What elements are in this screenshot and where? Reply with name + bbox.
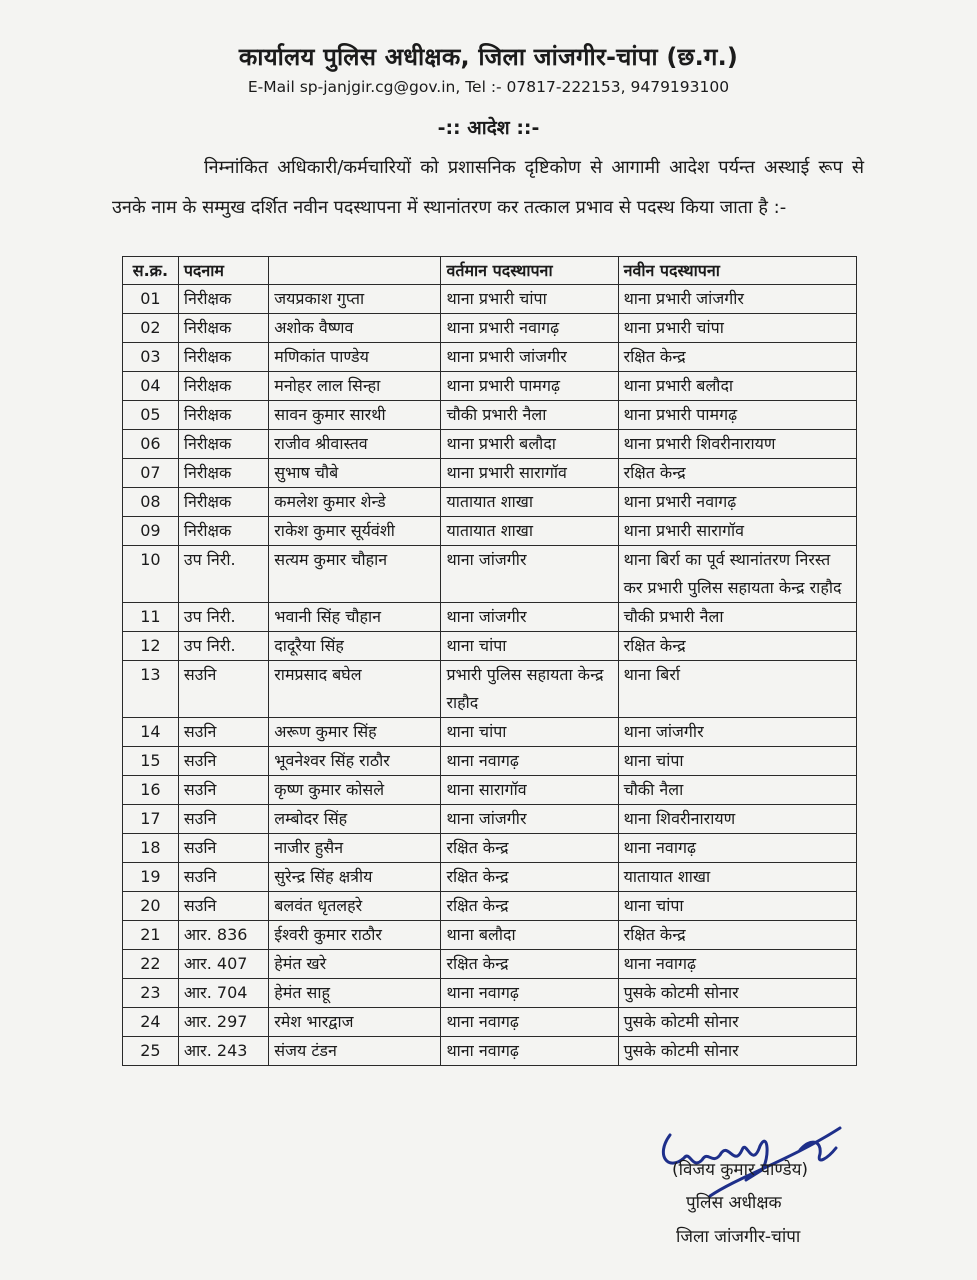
header-serial: स.क्र. — [123, 257, 179, 285]
name-cell: रामप्रसाद बघेल — [269, 661, 441, 718]
designation-cell: आर. 407 — [178, 950, 268, 979]
designation-cell: आर. 243 — [178, 1037, 268, 1066]
current-posting-cell: थाना प्रभारी बलौदा — [441, 430, 618, 459]
designation-cell: निरीक्षक — [178, 343, 268, 372]
serial-cell: 05 — [123, 401, 179, 430]
table-row — [123, 661, 857, 718]
header-current-posting: वर्तमान पदस्थापना — [441, 257, 618, 285]
current-posting-cell: रक्षित केन्द्र — [441, 950, 618, 979]
name-cell: दादूरैया सिंह — [269, 632, 441, 661]
current-posting-cell: थाना प्रभारी पामगढ़ — [441, 372, 618, 401]
designation-cell: निरीक्षक — [178, 430, 268, 459]
current-posting-cell: रक्षित केन्द्र — [441, 863, 618, 892]
serial-cell: 03 — [123, 343, 179, 372]
name-cell: रमेश भारद्वाज — [269, 1008, 441, 1037]
serial-cell: 25 — [123, 1037, 179, 1066]
current-posting-cell: थाना प्रभारी चांपा — [441, 285, 618, 314]
table-row — [123, 1037, 857, 1066]
serial-cell: 20 — [123, 892, 179, 921]
serial-cell: 24 — [123, 1008, 179, 1037]
new-posting-cell: थाना बिर्रा — [618, 661, 856, 718]
designation-cell: निरीक्षक — [178, 517, 268, 546]
new-posting-cell: रक्षित केन्द्र — [618, 459, 856, 488]
serial-cell: 11 — [123, 603, 179, 632]
new-posting-cell: थाना प्रभारी चांपा — [618, 314, 856, 343]
current-posting-cell: थाना नवागढ़ — [441, 747, 618, 776]
designation-cell: सउनि — [178, 892, 268, 921]
new-posting-cell: थाना जांजगीर — [618, 718, 856, 747]
new-posting-cell: थाना चांपा — [618, 747, 856, 776]
header-new-posting: नवीन पदस्थापना — [618, 257, 856, 285]
designation-cell: निरीक्षक — [178, 459, 268, 488]
table-header-row — [123, 257, 857, 285]
designation-cell: सउनि — [178, 776, 268, 805]
office-title: कार्यालय पुलिस अधीक्षक, जिला जांजगीर-चांपा (छ.ग.) — [238, 43, 739, 71]
current-posting-cell: थाना नवागढ़ — [441, 1008, 618, 1037]
serial-cell: 10 — [123, 546, 179, 603]
transfer-table — [122, 256, 857, 1066]
new-posting-cell: चौकी प्रभारी नैला — [618, 603, 856, 632]
new-posting-cell: पुसके कोटमी सोनार — [618, 979, 856, 1008]
designation-cell: सउनि — [178, 718, 268, 747]
name-cell: नाजीर हुसैन — [269, 834, 441, 863]
signatory-name: (विजय कुमार पाण्डेय) — [672, 1160, 809, 1180]
name-cell: सावन कुमार सारथी — [269, 401, 441, 430]
name-cell: मनोहर लाल सिन्हा — [269, 372, 441, 401]
designation-cell: सउनि — [178, 863, 268, 892]
new-posting-cell: थाना शिवरीनारायण — [618, 805, 856, 834]
table-row — [123, 372, 857, 401]
new-posting-cell: थाना बिर्रा का पूर्व स्थानांतरण निरस्त कर प्रभारी पुलिस सहायता केन्द्र राहौद — [618, 546, 856, 603]
serial-cell: 02 — [123, 314, 179, 343]
serial-cell: 15 — [123, 747, 179, 776]
serial-cell: 22 — [123, 950, 179, 979]
name-cell: भूवनेश्वर सिंह राठौर — [269, 747, 441, 776]
current-posting-cell: चौकी प्रभारी नैला — [441, 401, 618, 430]
new-posting-cell: रक्षित केन्द्र — [618, 343, 856, 372]
current-posting-cell: यातायात शाखा — [441, 517, 618, 546]
name-cell: ईश्वरी कुमार राठौर — [269, 921, 441, 950]
name-cell: सुरेन्द्र सिंह क्षत्रीय — [269, 863, 441, 892]
designation-cell: निरीक्षक — [178, 488, 268, 517]
serial-cell: 04 — [123, 372, 179, 401]
designation-cell: सउनि — [178, 747, 268, 776]
current-posting-cell: रक्षित केन्द्र — [441, 892, 618, 921]
current-posting-cell: यातायात शाखा — [441, 488, 618, 517]
new-posting-cell: पुसके कोटमी सोनार — [618, 1008, 856, 1037]
designation-cell: आर. 297 — [178, 1008, 268, 1037]
signatory-designation: पुलिस अधीक्षक — [686, 1193, 782, 1213]
designation-cell: निरीक्षक — [178, 372, 268, 401]
name-cell: कमलेश कुमार शेन्डे — [269, 488, 441, 517]
table-row — [123, 546, 857, 603]
serial-cell: 12 — [123, 632, 179, 661]
table-row — [123, 921, 857, 950]
current-posting-cell: थाना प्रभारी सारागॉव — [441, 459, 618, 488]
table-row — [123, 632, 857, 661]
table-row — [123, 285, 857, 314]
table-row — [123, 747, 857, 776]
order-paragraph: निम्नांकित अधिकारी/कर्मचारियों को प्रशासनिक दृष्टिकोण से आगामी आदेश पर्यन्त अस्थाई रूप से उनके नाम के सम्मुख दर्शित नवीन पदस्थापना में स्थानांतरण कर तत्काल प्रभाव से पदस्थ किया जाता है :- — [112, 157, 864, 218]
name-cell: मणिकांत पाण्डेय — [269, 343, 441, 372]
current-posting-cell: थाना नवागढ़ — [441, 979, 618, 1008]
table-row — [123, 603, 857, 632]
table-body — [123, 285, 857, 1066]
new-posting-cell: थाना प्रभारी जांजगीर — [618, 285, 856, 314]
designation-cell: आर. 704 — [178, 979, 268, 1008]
order-heading: -:: आदेश ::- — [437, 117, 540, 139]
new-posting-cell: थाना प्रभारी सारागॉव — [618, 517, 856, 546]
table-row — [123, 1008, 857, 1037]
serial-cell: 16 — [123, 776, 179, 805]
table-row — [123, 488, 857, 517]
name-cell: राजीव श्रीवास्तव — [269, 430, 441, 459]
table-row — [123, 892, 857, 921]
name-cell: अरूण कुमार सिंह — [269, 718, 441, 747]
current-posting-cell: थाना चांपा — [441, 718, 618, 747]
new-posting-cell: चौकी नैला — [618, 776, 856, 805]
table-row — [123, 401, 857, 430]
current-posting-cell: थाना जांजगीर — [441, 805, 618, 834]
name-cell: अशोक वैष्णव — [269, 314, 441, 343]
header-designation: पदनाम — [178, 257, 268, 285]
new-posting-cell: थाना प्रभारी पामगढ़ — [618, 401, 856, 430]
new-posting-cell: यातायात शाखा — [618, 863, 856, 892]
name-cell: सुभाष चौबे — [269, 459, 441, 488]
table-row — [123, 805, 857, 834]
name-cell: कृष्ण कुमार कोसले — [269, 776, 441, 805]
serial-cell: 23 — [123, 979, 179, 1008]
serial-cell: 07 — [123, 459, 179, 488]
table-row — [123, 517, 857, 546]
new-posting-cell: रक्षित केन्द्र — [618, 632, 856, 661]
table-row — [123, 718, 857, 747]
designation-cell: निरीक्षक — [178, 401, 268, 430]
signatory-district: जिला जांजगीर-चांपा — [676, 1227, 801, 1247]
name-cell: सत्यम कुमार चौहान — [269, 546, 441, 603]
designation-cell: सउनि — [178, 834, 268, 863]
table-row — [123, 343, 857, 372]
table-row — [123, 314, 857, 343]
serial-cell: 17 — [123, 805, 179, 834]
contact-line: E-Mail sp-janjgir.cg@gov.in, Tel :- 07817-222153, 9479193100 — [247, 78, 730, 96]
new-posting-cell: थाना नवागढ़ — [618, 950, 856, 979]
current-posting-cell: थाना नवागढ़ — [441, 1037, 618, 1066]
serial-cell: 08 — [123, 488, 179, 517]
designation-cell: उप निरी. — [178, 546, 268, 603]
new-posting-cell: थाना नवागढ़ — [618, 834, 856, 863]
name-cell: लम्बोदर सिंह — [269, 805, 441, 834]
current-posting-cell: थाना सारागॉव — [441, 776, 618, 805]
current-posting-cell: थाना बलौदा — [441, 921, 618, 950]
table-row — [123, 459, 857, 488]
table-row — [123, 776, 857, 805]
new-posting-cell: थाना प्रभारी नवागढ़ — [618, 488, 856, 517]
name-cell: राकेश कुमार सूर्यवंशी — [269, 517, 441, 546]
designation-cell: उप निरी. — [178, 632, 268, 661]
designation-cell: सउनि — [178, 661, 268, 718]
name-cell: जयप्रकाश गुप्ता — [269, 285, 441, 314]
table-row — [123, 979, 857, 1008]
current-posting-cell: थाना चांपा — [441, 632, 618, 661]
new-posting-cell: रक्षित केन्द्र — [618, 921, 856, 950]
designation-cell: निरीक्षक — [178, 285, 268, 314]
name-cell: भवानी सिंह चौहान — [269, 603, 441, 632]
name-cell: बलवंत धृतलहरे — [269, 892, 441, 921]
table-row — [123, 863, 857, 892]
current-posting-cell: थाना प्रभारी जांजगीर — [441, 343, 618, 372]
new-posting-cell: थाना चांपा — [618, 892, 856, 921]
designation-cell: उप निरी. — [178, 603, 268, 632]
new-posting-cell: पुसके कोटमी सोनार — [618, 1037, 856, 1066]
serial-cell: 18 — [123, 834, 179, 863]
table-row — [123, 834, 857, 863]
new-posting-cell: थाना प्रभारी बलौदा — [618, 372, 856, 401]
designation-cell: आर. 836 — [178, 921, 268, 950]
new-posting-cell: थाना प्रभारी शिवरीनारायण — [618, 430, 856, 459]
serial-cell: 06 — [123, 430, 179, 459]
current-posting-cell: थाना प्रभारी नवागढ़ — [441, 314, 618, 343]
serial-cell: 14 — [123, 718, 179, 747]
serial-cell: 01 — [123, 285, 179, 314]
table-row — [123, 950, 857, 979]
serial-cell: 13 — [123, 661, 179, 718]
name-cell: हेमंत खरे — [269, 950, 441, 979]
designation-cell: निरीक्षक — [178, 314, 268, 343]
serial-cell: 21 — [123, 921, 179, 950]
serial-cell: 19 — [123, 863, 179, 892]
current-posting-cell: थाना जांजगीर — [441, 603, 618, 632]
current-posting-cell: थाना जांजगीर — [441, 546, 618, 603]
name-cell: संजय टंडन — [269, 1037, 441, 1066]
serial-cell: 09 — [123, 517, 179, 546]
name-cell: हेमंत साहू — [269, 979, 441, 1008]
current-posting-cell: रक्षित केन्द्र — [441, 834, 618, 863]
header-name — [269, 257, 441, 285]
designation-cell: सउनि — [178, 805, 268, 834]
current-posting-cell: प्रभारी पुलिस सहायता केन्द्र राहौद — [441, 661, 618, 718]
table-row — [123, 430, 857, 459]
